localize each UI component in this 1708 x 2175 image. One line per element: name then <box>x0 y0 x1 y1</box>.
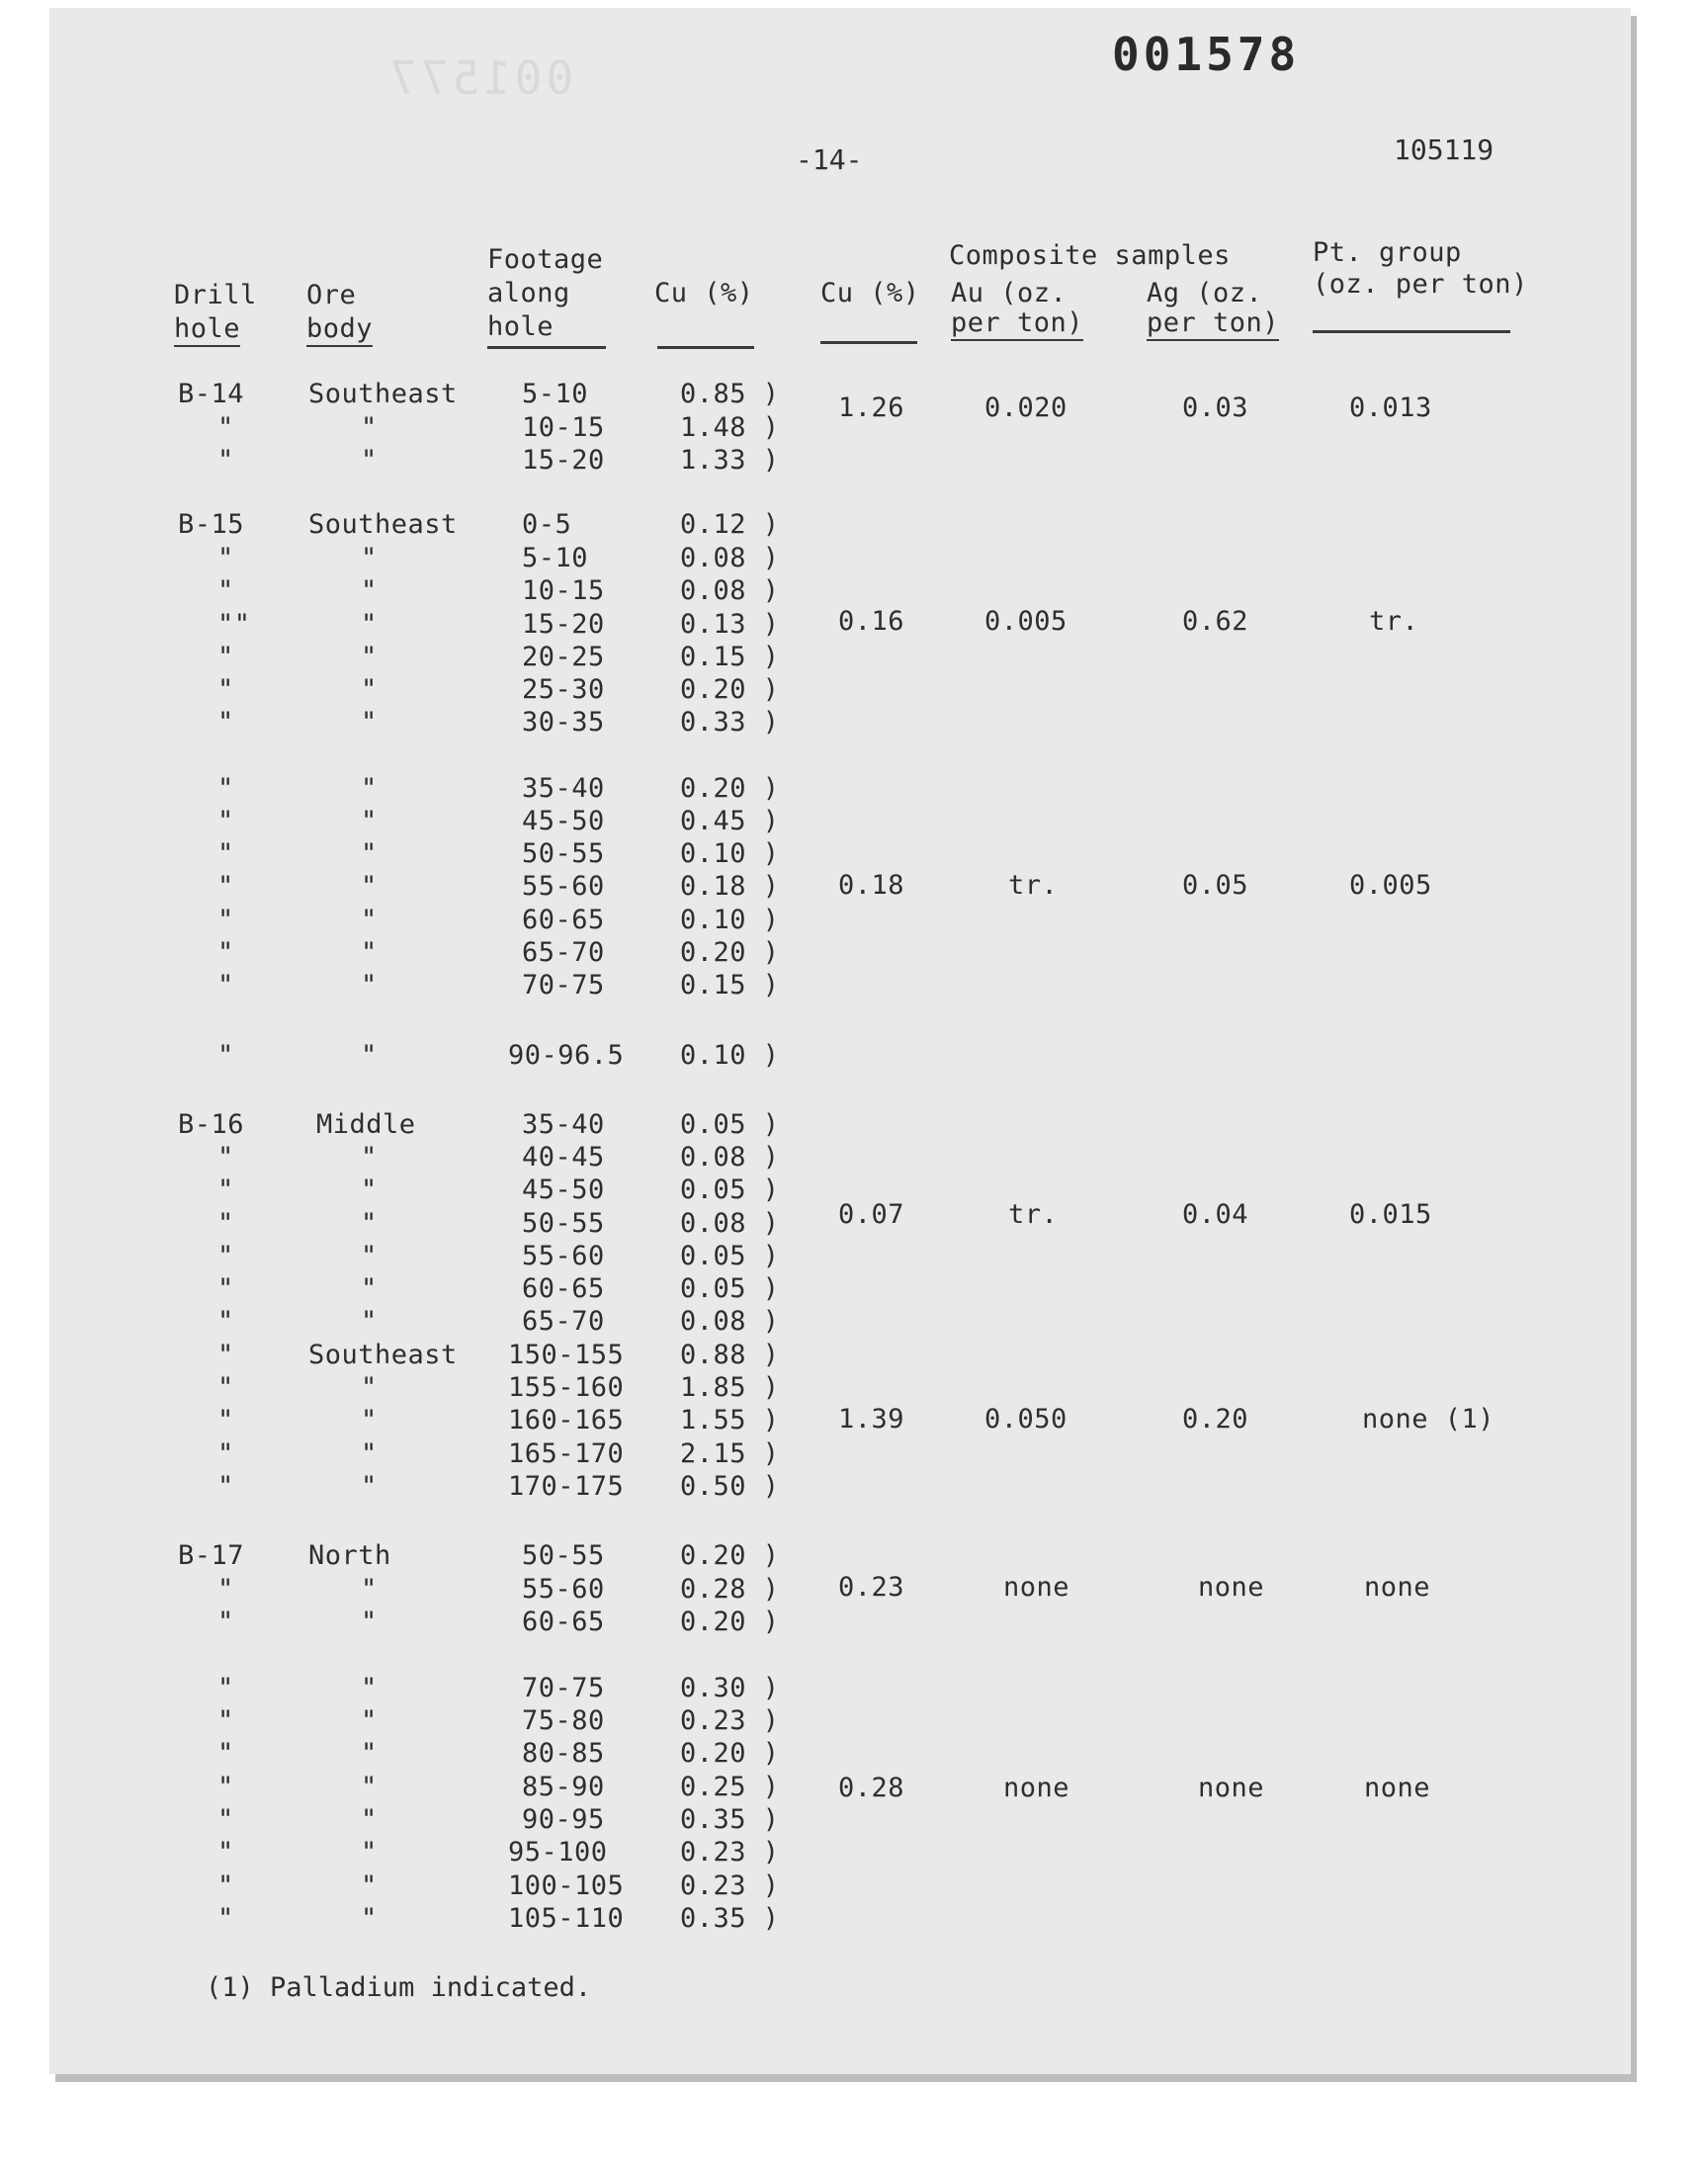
header-underline <box>657 346 754 349</box>
row-drill-hole: " <box>217 642 234 672</box>
header-underline <box>820 341 917 344</box>
row-cu-percent: 0.23 ) <box>680 1837 780 1868</box>
row-drill-hole: " <box>217 1471 234 1502</box>
composite-pt: 0.005 <box>1349 870 1432 901</box>
row-ore-body: " <box>361 1903 378 1934</box>
header-footage: Footage <box>487 244 604 275</box>
row-ore-body: " <box>361 1471 378 1502</box>
row-drill-hole: " <box>217 1438 234 1469</box>
row-drill-hole: " <box>217 1607 234 1637</box>
row-footage: 10-15 <box>522 575 605 606</box>
row-ore-body: " <box>361 905 378 935</box>
row-cu-percent: 0.23 ) <box>680 1705 780 1736</box>
row-drill-hole: " <box>217 806 234 836</box>
row-footage: 70-75 <box>522 970 605 1000</box>
row-ore-body: " <box>361 970 378 1000</box>
row-drill-hole: " <box>217 1772 234 1802</box>
composite-au: none <box>1003 1572 1070 1603</box>
row-cu-percent: 1.85 ) <box>680 1372 780 1403</box>
row-cu-percent: 0.10 ) <box>680 905 780 935</box>
composite-ag: none <box>1198 1572 1265 1603</box>
row-drill-hole: " <box>217 1208 234 1239</box>
row-ore-body: " <box>361 838 378 869</box>
row-ore-body: " <box>361 1837 378 1868</box>
row-footage: 170-175 <box>508 1471 625 1502</box>
row-footage: 40-45 <box>522 1142 605 1173</box>
row-cu-percent: 0.20 ) <box>680 674 780 705</box>
row-cu-percent: 0.18 ) <box>680 871 780 902</box>
composite-pt: tr. <box>1369 606 1419 637</box>
row-cu-percent: 0.45 ) <box>680 806 780 836</box>
row-cu-percent: 0.20 ) <box>680 773 780 804</box>
row-ore-body: " <box>361 1174 378 1205</box>
row-footage: 55-60 <box>522 871 605 902</box>
composite-cu: 1.39 <box>838 1404 905 1435</box>
row-cu-percent: 0.05 ) <box>680 1109 780 1140</box>
row-ore-body: " <box>361 1241 378 1271</box>
row-ore-body: " <box>361 1273 378 1304</box>
row-drill-hole: "" <box>217 609 251 640</box>
row-ore-body: " <box>361 642 378 672</box>
row-drill-hole: B-15 <box>178 509 245 540</box>
header-ore: Ore <box>306 280 357 310</box>
row-cu-percent: 0.15 ) <box>680 970 780 1000</box>
header-ag-unit: per ton) <box>1147 307 1279 341</box>
row-drill-hole: " <box>217 1174 234 1205</box>
row-drill-hole: B-17 <box>178 1540 245 1571</box>
composite-ag: 0.20 <box>1182 1404 1249 1435</box>
row-footage: 50-55 <box>522 1540 605 1571</box>
row-ore-body: " <box>361 1040 378 1071</box>
row-ore-body: Southeast <box>308 1340 458 1370</box>
row-footage: 0-5 <box>522 509 572 540</box>
row-footage: 50-55 <box>522 838 605 869</box>
header-pt-unit: (oz. per ton) <box>1313 269 1528 300</box>
row-drill-hole: " <box>217 412 234 443</box>
row-drill-hole: " <box>217 1241 234 1271</box>
row-ore-body: " <box>361 1142 378 1173</box>
row-footage: 90-96.5 <box>508 1040 625 1071</box>
row-ore-body: " <box>361 1804 378 1835</box>
row-footage: 5-10 <box>522 543 589 573</box>
row-cu-percent: 0.05 ) <box>680 1273 780 1304</box>
row-footage: 80-85 <box>522 1738 605 1769</box>
row-cu-percent: 0.05 ) <box>680 1241 780 1271</box>
row-drill-hole: " <box>217 575 234 606</box>
row-drill-hole: " <box>217 445 234 476</box>
header-pt: Pt. group <box>1313 237 1462 268</box>
row-ore-body: " <box>361 1705 378 1736</box>
row-ore-body: " <box>361 773 378 804</box>
header-drill: Drill <box>174 280 257 310</box>
row-cu-percent: 0.23 ) <box>680 1870 780 1901</box>
row-footage: 95-100 <box>508 1837 608 1868</box>
header-hole: hole <box>174 313 240 347</box>
row-footage: 30-35 <box>522 707 605 738</box>
row-footage: 70-75 <box>522 1673 605 1703</box>
row-ore-body: " <box>361 412 378 443</box>
row-cu-percent: 0.08 ) <box>680 1306 780 1337</box>
row-ore-body: " <box>361 871 378 902</box>
row-ore-body: " <box>361 445 378 476</box>
row-cu-percent: 0.12 ) <box>680 509 780 540</box>
row-cu-percent: 0.10 ) <box>680 1040 780 1071</box>
header-cu: Cu (%) <box>654 278 754 308</box>
composite-au: none <box>1003 1773 1070 1803</box>
row-drill-hole: B-16 <box>178 1109 245 1140</box>
row-drill-hole: " <box>217 1738 234 1769</box>
row-drill-hole: " <box>217 773 234 804</box>
row-drill-hole: " <box>217 1372 234 1403</box>
row-footage: 35-40 <box>522 1109 605 1140</box>
composite-cu: 1.26 <box>838 392 905 423</box>
composite-ag: 0.05 <box>1182 870 1249 901</box>
row-drill-hole: " <box>217 871 234 902</box>
row-ore-body: " <box>361 1738 378 1769</box>
row-cu-percent: 0.30 ) <box>680 1673 780 1703</box>
header-underline <box>1313 330 1510 333</box>
row-ore-body: " <box>361 1306 378 1337</box>
composite-pt: none <box>1364 1773 1431 1803</box>
row-cu-percent: 1.33 ) <box>680 445 780 476</box>
row-cu-percent: 0.20 ) <box>680 937 780 968</box>
row-drill-hole: " <box>217 1273 234 1304</box>
row-cu-percent: 1.55 ) <box>680 1405 780 1436</box>
row-footage: 55-60 <box>522 1574 605 1605</box>
row-drill-hole: " <box>217 937 234 968</box>
row-ore-body: " <box>361 1870 378 1901</box>
header-along: along <box>487 278 570 308</box>
row-drill-hole: " <box>217 905 234 935</box>
composite-au: tr. <box>1008 870 1059 901</box>
page-number: -14- <box>796 143 863 176</box>
row-cu-percent: 0.35 ) <box>680 1903 780 1934</box>
row-cu-percent: 0.08 ) <box>680 1142 780 1173</box>
header-au-unit: per ton) <box>951 307 1083 341</box>
composite-pt: none <box>1364 1572 1431 1603</box>
row-ore-body: " <box>361 609 378 640</box>
composite-ag: none <box>1198 1773 1265 1803</box>
row-cu-percent: 0.28 ) <box>680 1574 780 1605</box>
composite-cu: 0.16 <box>838 606 905 637</box>
composite-au: 0.005 <box>984 606 1068 637</box>
row-drill-hole: " <box>217 1705 234 1736</box>
composite-pt: 0.013 <box>1349 392 1432 423</box>
row-cu-percent: 0.08 ) <box>680 1208 780 1239</box>
reference-number: 105119 <box>1394 133 1494 166</box>
row-drill-hole: " <box>217 1837 234 1868</box>
row-drill-hole: " <box>217 1870 234 1901</box>
row-cu-percent: 0.33 ) <box>680 707 780 738</box>
row-drill-hole: " <box>217 707 234 738</box>
header-body: body <box>306 313 373 347</box>
row-footage: 65-70 <box>522 1306 605 1337</box>
row-drill-hole: B-14 <box>178 379 245 409</box>
row-cu-percent: 0.15 ) <box>680 642 780 672</box>
composite-pt: 0.015 <box>1349 1199 1432 1230</box>
row-footage: 55-60 <box>522 1241 605 1271</box>
row-drill-hole: " <box>217 674 234 705</box>
row-ore-body: " <box>361 575 378 606</box>
composite-ag: 0.04 <box>1182 1199 1249 1230</box>
row-cu-percent: 2.15 ) <box>680 1438 780 1469</box>
row-ore-body: " <box>361 1574 378 1605</box>
row-cu-percent: 0.35 ) <box>680 1804 780 1835</box>
row-cu-percent: 0.50 ) <box>680 1471 780 1502</box>
row-footage: 165-170 <box>508 1438 625 1469</box>
row-footage: 45-50 <box>522 1174 605 1205</box>
row-cu-percent: 0.25 ) <box>680 1772 780 1802</box>
row-footage: 150-155 <box>508 1340 625 1370</box>
row-cu-percent: 0.88 ) <box>680 1340 780 1370</box>
row-ore-body: " <box>361 1607 378 1637</box>
row-footage: 15-20 <box>522 445 605 476</box>
composite-ag: 0.62 <box>1182 606 1249 637</box>
row-ore-body: " <box>361 1673 378 1703</box>
row-ore-body: " <box>361 1438 378 1469</box>
row-footage: 10-15 <box>522 412 605 443</box>
row-ore-body: " <box>361 674 378 705</box>
row-drill-hole: " <box>217 1340 234 1370</box>
row-ore-body: " <box>361 543 378 573</box>
composite-cu: 0.28 <box>838 1773 905 1803</box>
row-footage: 60-65 <box>522 1273 605 1304</box>
row-cu-percent: 0.05 ) <box>680 1174 780 1205</box>
composite-au: 0.020 <box>984 392 1068 423</box>
bleed-through: 001577 <box>385 51 574 105</box>
row-drill-hole: " <box>217 1574 234 1605</box>
row-footage: 60-65 <box>522 905 605 935</box>
row-footage: 5-10 <box>522 379 589 409</box>
row-ore-body: Middle <box>316 1109 416 1140</box>
header-underline <box>487 346 606 349</box>
row-ore-body: " <box>361 1208 378 1239</box>
row-ore-body: " <box>361 1772 378 1802</box>
row-drill-hole: " <box>217 1306 234 1337</box>
row-ore-body: " <box>361 1372 378 1403</box>
row-cu-percent: 0.10 ) <box>680 838 780 869</box>
row-ore-body: Southeast <box>308 379 458 409</box>
row-drill-hole: " <box>217 1405 234 1436</box>
row-footage: 100-105 <box>508 1870 625 1901</box>
composite-cu: 0.18 <box>838 870 905 901</box>
row-ore-body: " <box>361 1405 378 1436</box>
header-au: Au (oz. <box>951 278 1068 308</box>
row-footage: 20-25 <box>522 642 605 672</box>
row-footage: 85-90 <box>522 1772 605 1802</box>
header-ag: Ag (oz. <box>1147 278 1263 308</box>
row-footage: 60-65 <box>522 1607 605 1637</box>
composite-au: 0.050 <box>984 1404 1068 1435</box>
row-drill-hole: " <box>217 838 234 869</box>
row-cu-percent: 0.85 ) <box>680 379 780 409</box>
row-footage: 45-50 <box>522 806 605 836</box>
composite-cu: 0.23 <box>838 1572 905 1603</box>
row-drill-hole: " <box>217 543 234 573</box>
footnote: (1) Palladium indicated. <box>206 1972 592 2003</box>
row-ore-body: North <box>308 1540 391 1571</box>
row-footage: 15-20 <box>522 609 605 640</box>
row-drill-hole: " <box>217 1673 234 1703</box>
row-drill-hole: " <box>217 970 234 1000</box>
row-ore-body: " <box>361 806 378 836</box>
row-ore-body: Southeast <box>308 509 458 540</box>
row-footage: 25-30 <box>522 674 605 705</box>
row-drill-hole: " <box>217 1040 234 1071</box>
document-page <box>49 8 1631 2074</box>
row-cu-percent: 0.13 ) <box>680 609 780 640</box>
composite-ag: 0.03 <box>1182 392 1249 423</box>
row-footage: 155-160 <box>508 1372 625 1403</box>
row-ore-body: " <box>361 707 378 738</box>
row-footage: 65-70 <box>522 937 605 968</box>
row-footage: 50-55 <box>522 1208 605 1239</box>
row-cu-percent: 0.20 ) <box>680 1540 780 1571</box>
composite-au: tr. <box>1008 1199 1059 1230</box>
row-footage: 75-80 <box>522 1705 605 1736</box>
row-drill-hole: " <box>217 1903 234 1934</box>
row-cu-percent: 0.20 ) <box>680 1607 780 1637</box>
row-cu-percent: 1.48 ) <box>680 412 780 443</box>
row-drill-hole: " <box>217 1142 234 1173</box>
composite-pt: none (1) <box>1362 1404 1495 1435</box>
row-ore-body: " <box>361 937 378 968</box>
row-footage: 105-110 <box>508 1903 625 1934</box>
header-comp-cu: Cu (%) <box>820 278 920 308</box>
header-hole-2: hole <box>487 311 555 342</box>
header-composite: Composite samples <box>949 240 1231 271</box>
composite-cu: 0.07 <box>838 1199 905 1230</box>
document-number: 001578 <box>1112 28 1301 81</box>
row-cu-percent: 0.08 ) <box>680 575 780 606</box>
row-drill-hole: " <box>217 1804 234 1835</box>
row-footage: 35-40 <box>522 773 605 804</box>
row-footage: 90-95 <box>522 1804 605 1835</box>
row-footage: 160-165 <box>508 1405 625 1436</box>
row-cu-percent: 0.08 ) <box>680 543 780 573</box>
row-cu-percent: 0.20 ) <box>680 1738 780 1769</box>
